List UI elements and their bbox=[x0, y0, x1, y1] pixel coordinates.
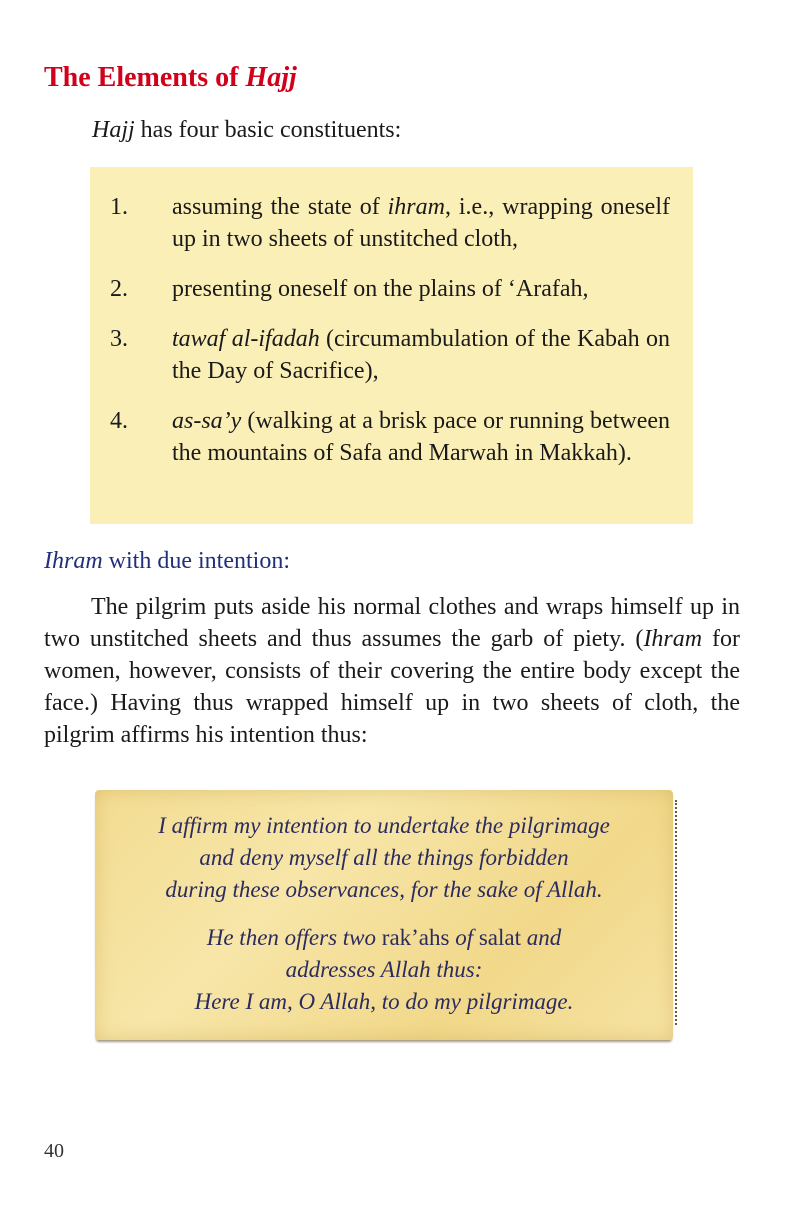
section-title-term: Hajj bbox=[245, 62, 297, 93]
list-term: ihram bbox=[387, 194, 445, 220]
section-title bbox=[44, 60, 297, 96]
prayer-text: He then offers two bbox=[206, 925, 382, 950]
prayer-line: Here I am, O Allah, to do my pilgrimage. bbox=[194, 989, 574, 1014]
subheading-text: with due intention: bbox=[102, 548, 290, 574]
parchment-scroll bbox=[95, 790, 673, 1040]
list-text bbox=[172, 323, 670, 387]
intention-line: and deny myself all the things forbidden bbox=[199, 845, 569, 870]
list-number: 4. bbox=[110, 408, 128, 434]
prayer-term: rak’ahs bbox=[381, 925, 450, 950]
list-term: as-sa’y bbox=[172, 408, 242, 434]
prayer-line bbox=[95, 922, 673, 954]
list-text-pre: assuming the state of bbox=[172, 194, 388, 220]
paragraph-term: Ihram bbox=[643, 626, 703, 652]
list-number: 3. bbox=[110, 326, 128, 352]
prayer-line: addresses Allah thus: bbox=[285, 957, 483, 982]
prayer-text: and bbox=[521, 925, 562, 950]
intention-line: I affirm my intention to undertake the pilgrimage bbox=[158, 813, 610, 838]
paragraph-text: for women, however, consists of their covering the entire body except the face.) Having thus wrapped himself up in two sheets of cloth, the pilgrim affirms his intention thus: bbox=[44, 626, 741, 748]
prayer-term: salat bbox=[478, 925, 522, 950]
intention-line: during these observances, for the sake of Allah. bbox=[165, 877, 603, 902]
list-term: tawaf al-ifadah bbox=[172, 326, 320, 352]
list-text bbox=[172, 405, 670, 469]
list-number: 1. bbox=[110, 194, 128, 220]
list-number: 2. bbox=[110, 276, 128, 302]
section-title-prefix: The Elements of bbox=[44, 62, 246, 93]
intro-text: has four basic constituents: bbox=[134, 117, 402, 143]
list-text-post: (circumambulation of the Kabah on the Day of Sacrifice), bbox=[172, 326, 670, 384]
subheading bbox=[44, 545, 290, 577]
list-text-post: (walking at a brisk pace or running between the mountains of Safa and Marwah in Makkah). bbox=[172, 408, 670, 466]
constituents-list bbox=[90, 167, 693, 524]
intro-line bbox=[92, 114, 401, 146]
body-paragraph bbox=[44, 591, 740, 751]
paragraph-text: The pilgrim puts aside his normal clothes and wraps himself up in two unstitched sheets and thus assumes the garb of piety. ( bbox=[44, 594, 740, 652]
list-text-pre: presenting oneself on the plains of ‘Arafah, bbox=[172, 276, 589, 302]
subheading-term: Ihram bbox=[44, 548, 103, 574]
prayer-text: of bbox=[449, 925, 479, 950]
list-text bbox=[172, 191, 670, 255]
page-number: 40 bbox=[44, 1140, 64, 1162]
list-text bbox=[172, 273, 670, 305]
list-text-post: , i.e., wrapping oneself up in two sheets of unstitched cloth, bbox=[172, 194, 670, 252]
intro-term: Hajj bbox=[92, 117, 135, 143]
